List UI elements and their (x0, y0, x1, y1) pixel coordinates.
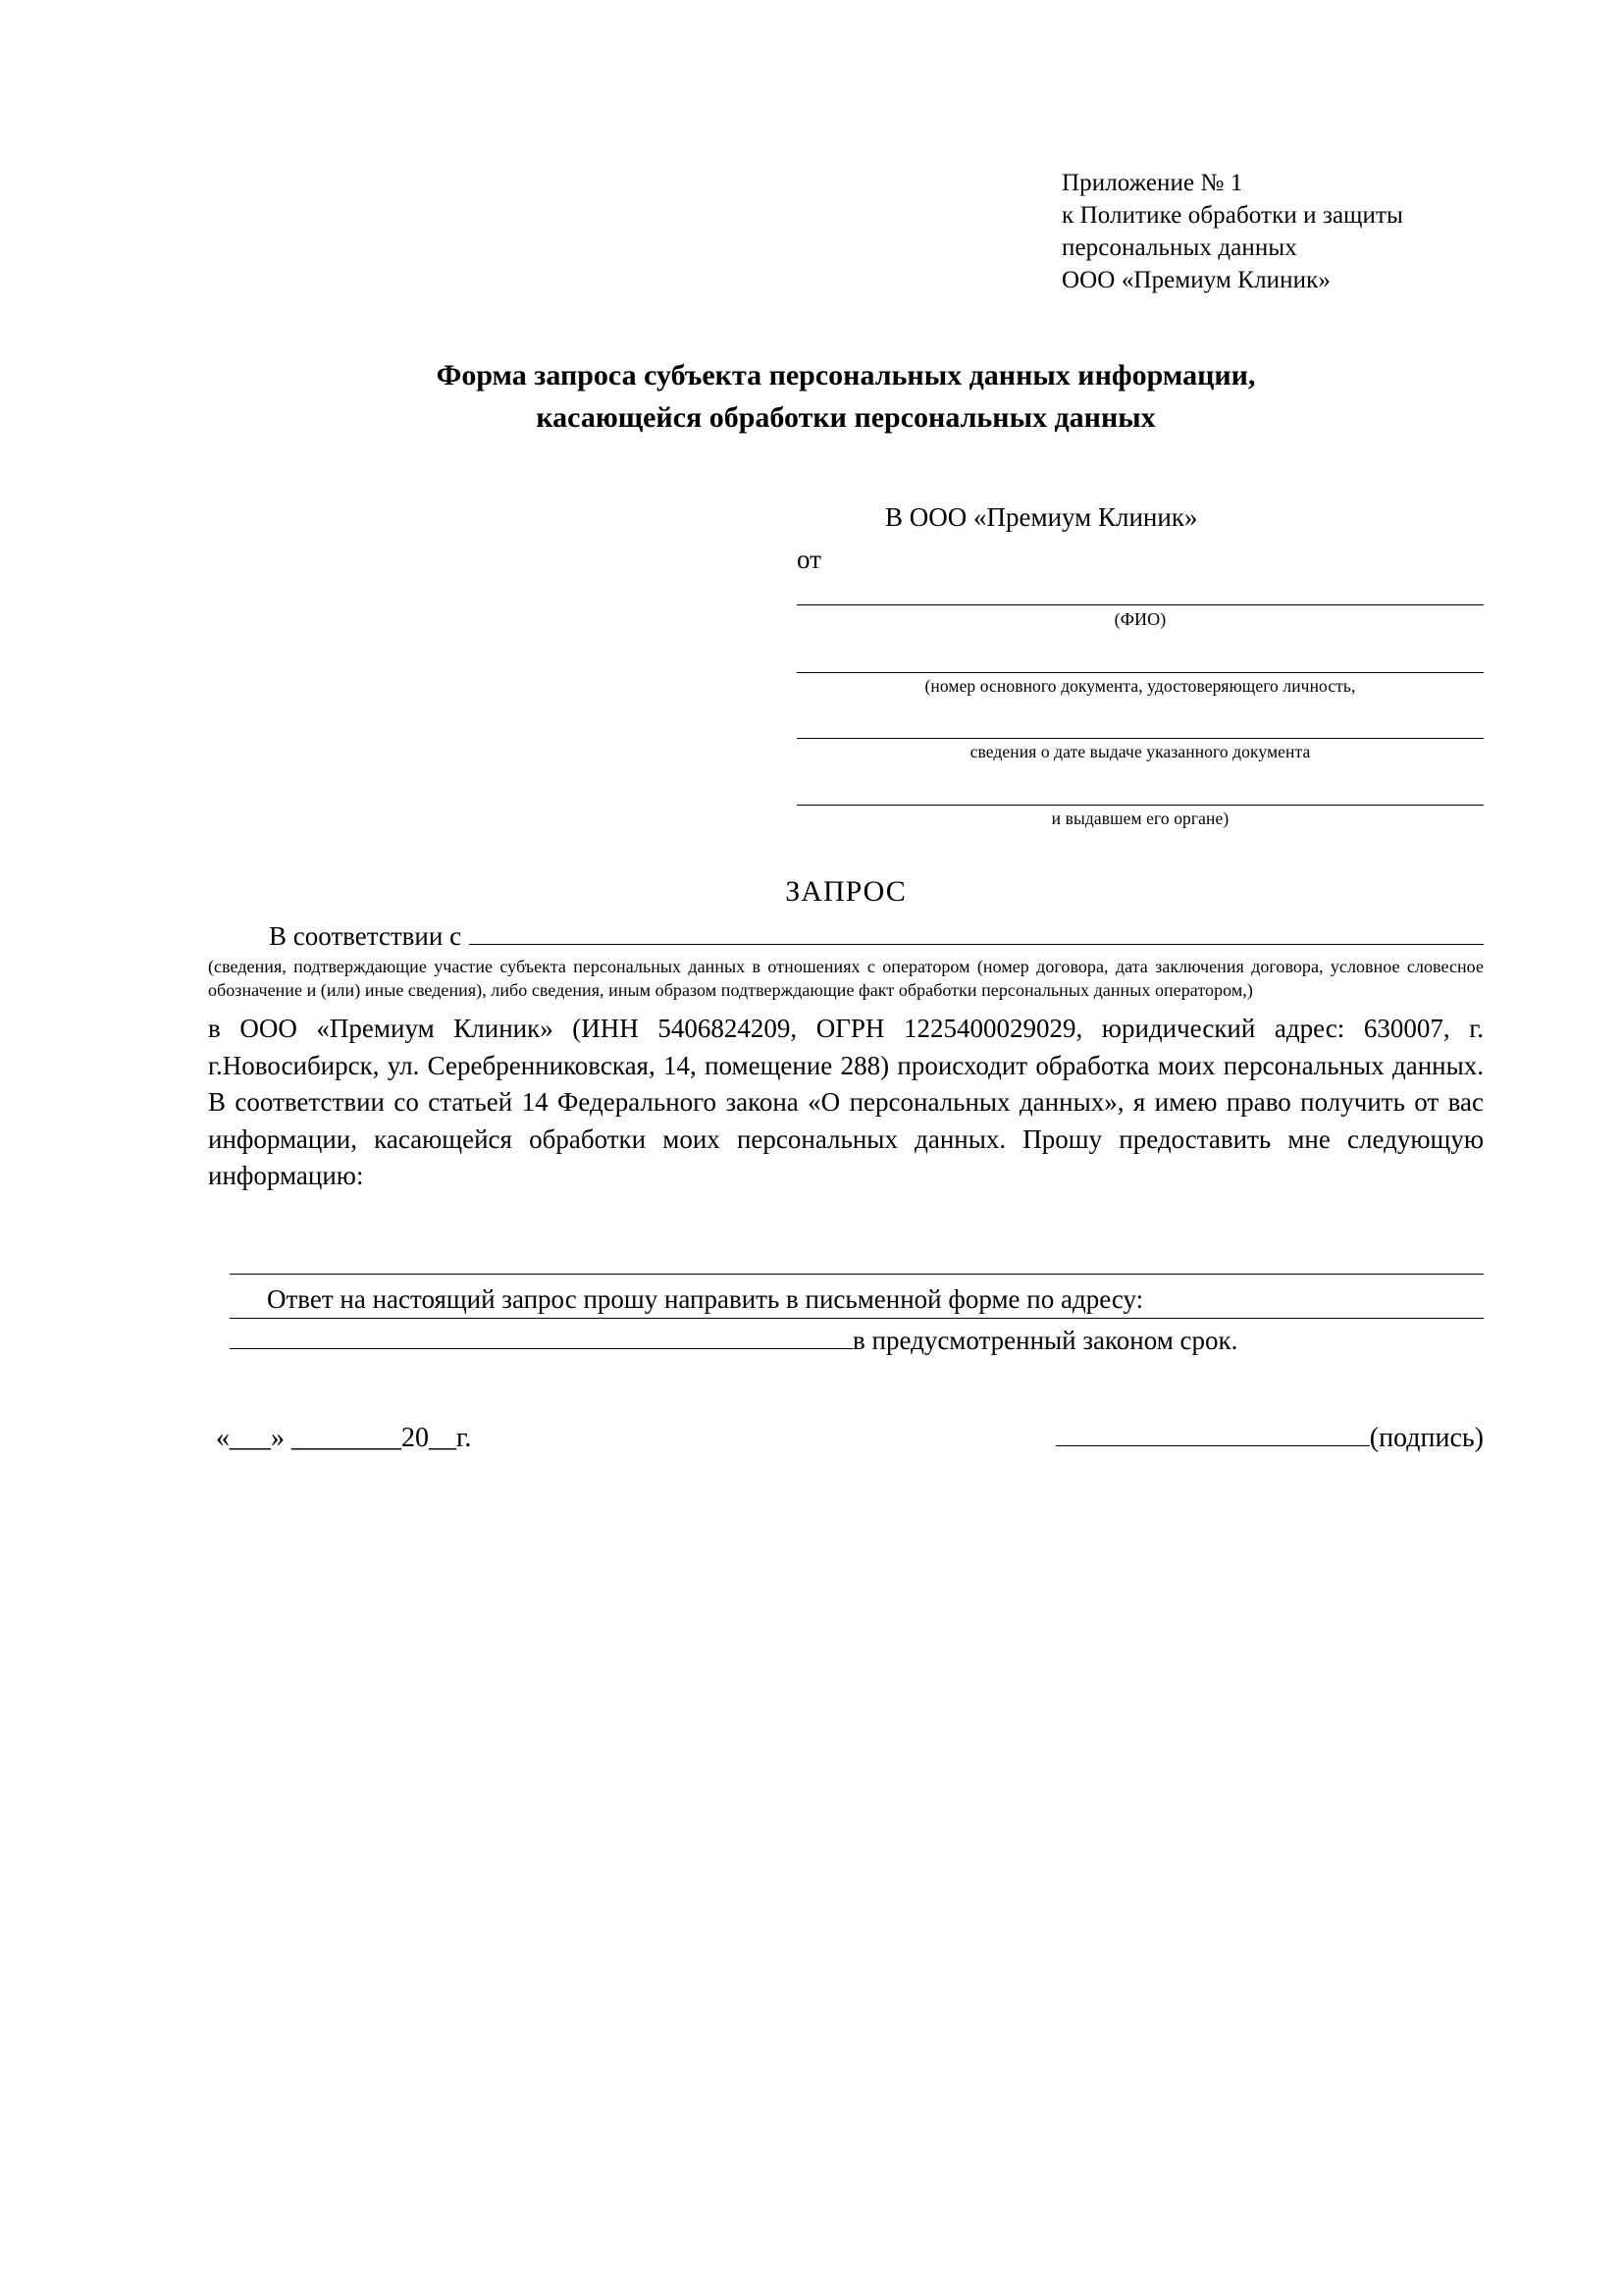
doc-number-input-line[interactable] (797, 647, 1484, 673)
signature-row (208, 1423, 1484, 1454)
accordance-row (208, 918, 1484, 952)
doc-date-caption: сведения о дате выдаче указанного документа (969, 742, 1311, 762)
information-request-line-1[interactable] (230, 1228, 1484, 1275)
request-heading: ЗАПРОС (785, 875, 907, 909)
doc-date-input-line[interactable] (797, 712, 1484, 739)
addressee-from: от (797, 544, 821, 574)
reply-address-row (208, 1323, 1484, 1360)
appendix-header-line-4: ООО «Премиум Клиник» (1062, 267, 1331, 293)
signature-caption: (подпись) (1369, 1423, 1484, 1454)
page-title-line-1: Форма запроса субъекта персональных данных информации, (436, 359, 1256, 391)
doc-authority-input-line[interactable] (797, 779, 1484, 806)
appendix-header-line-1: Приложение № 1 (1062, 170, 1243, 196)
fio-field-group (797, 579, 1484, 631)
doc-number-field-group (797, 647, 1484, 698)
fio-caption: (ФИО) (1114, 609, 1167, 630)
signature-input-line[interactable] (1056, 1424, 1370, 1446)
appendix-header-line-2: к Политике обработки и защиты (1062, 202, 1403, 229)
accordance-input-line[interactable] (469, 918, 1484, 945)
doc-number-caption: (номер основного документа, удостоверяющего личность, (924, 675, 1356, 696)
reply-tail: в предусмотренный законом срок. (853, 1326, 1238, 1356)
fio-input-line[interactable] (797, 579, 1484, 605)
page-title-line-2: касающейся обработки персональных данных (536, 400, 1156, 434)
reply-sentence: Ответ на настоящий запрос прошу направить в письменной форме по адресу: (267, 1283, 1144, 1314)
body-paragraph: в ООО «Премиум Клиник» (ИНН 5406824209, ОГРН 1225400029029, юридический адрес: 630007, г. г.Новосибирск, ул. Серебренниковская, 14, помещение 288) происходит обработка моих персональных данных. В соответствии со статьей 14 Федерального закона «О персональных данных», я имею право получить от вас информации, касающейся обработки моих персональных данных. Прошу предоставить мне следующую информацию: (208, 1014, 1484, 1191)
signature-group (1056, 1423, 1484, 1454)
appendix-header-line-3: персональных данных (1062, 235, 1297, 261)
addressee-to: В ООО «Премиум Клиник» (885, 502, 1198, 533)
document-content (208, 167, 1484, 1454)
doc-date-field-group (797, 712, 1484, 763)
accordance-fineprint: (сведения, подтверждающие участие субъекта персональных данных в отношениях с оператором (номер договора, дата заключения договора, условное словесное обозначение и (или) иные сведения), либо сведения, иным образом подтверждающие факт обработки персональных данных оператором,) (208, 957, 1484, 1001)
accordance-label: В соответствии с (269, 921, 462, 952)
addressee-block (797, 499, 1484, 830)
appendix-header (1062, 167, 1484, 296)
reply-address-input-line[interactable] (230, 1325, 853, 1349)
doc-authority-caption: и выдавшем его органе) (1051, 809, 1230, 829)
doc-authority-field-group (797, 779, 1484, 830)
date-placeholder[interactable]: «___» ________20__г. (216, 1423, 472, 1454)
reply-block (208, 1281, 1484, 1361)
page-title (208, 355, 1484, 439)
